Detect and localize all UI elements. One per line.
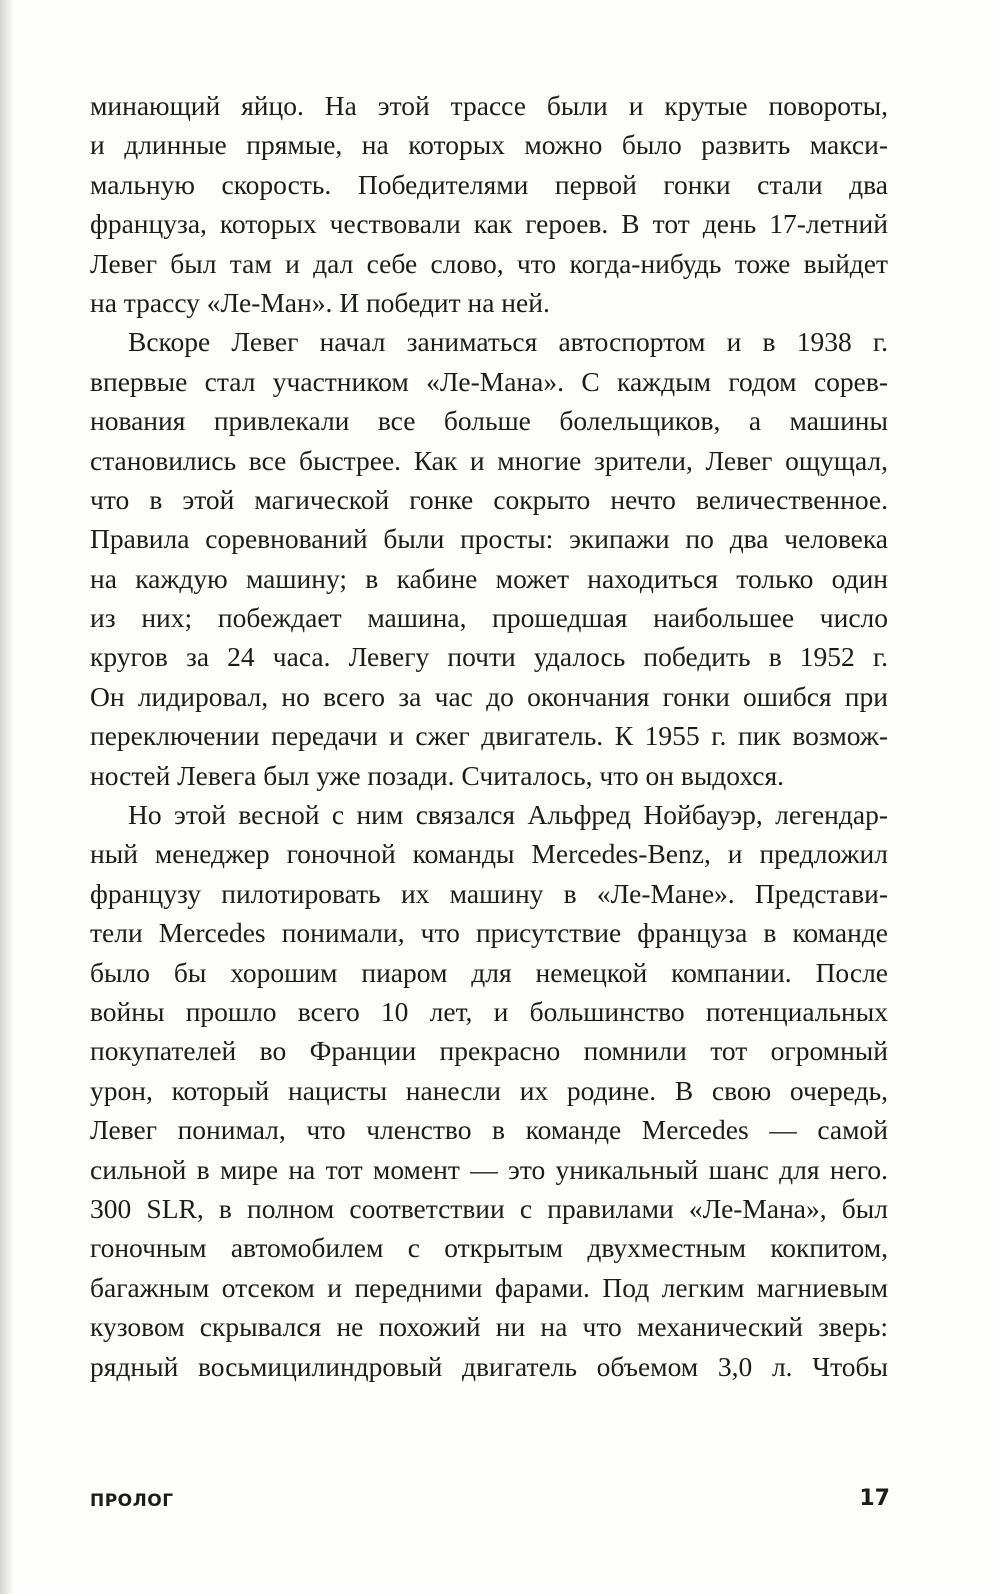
text-line-18: ностей Левега был уже позади. Считалось, что он выдохся. — [90, 759, 785, 791]
text-line-13: на каждую машину; в кабине может находиться только один — [90, 562, 888, 594]
text-line-1: минающий яйцо. На этой трассе были и крутые повороты, — [90, 90, 888, 121]
text-line-33: рядный восьмицилиндровый двигатель объемом 3,0 л. Чтобы — [90, 1350, 888, 1382]
page-number: 17 — [859, 1486, 890, 1511]
text-line-28: сильной в мире на тот момент — это уникальный шанс для него. — [90, 1153, 888, 1185]
text-line-23: было бы хорошим пиаром для немецкой компании. После — [90, 956, 888, 988]
text-line-27: Левег понимал, что членство в команде Mercedes — самой — [90, 1114, 888, 1146]
text-line-16: Он лидировал, но всего за час до окончания гонки ошибся при — [90, 680, 888, 712]
text-line-17: переключении передачи и сжег двигатель. К 1955 г. пик возмож- — [90, 720, 888, 752]
text-line-32: кузовом скрывался не похожий ни на что механический зверь: — [90, 1311, 888, 1343]
text-line-6: на трассу «Ле-Ман». И победит на ней. — [90, 286, 550, 318]
text-line-12: Правила соревнований были просты: экипажи по два человека — [90, 523, 888, 555]
text-line-29: 300 SLR, в полном соответствии с правилами «Ле-Мана», был — [90, 1192, 888, 1224]
text-line-20: ный менеджер гоночной команды Mercedes-Benz, и предложил — [90, 838, 888, 870]
text-line-15: кругов за 24 часа. Левегу почти удалось победить в 1952 г. — [90, 641, 888, 673]
text-line-19: Но этой весной с ним связался Альфред Нойбауэр, легендар- — [128, 799, 888, 831]
text-line-10: становились все быстрее. Как и многие зрители, Левег ощущал, — [90, 444, 888, 476]
text-line-8: впервые стал участником «Ле-Мана». С каждым годом сорев- — [90, 365, 888, 397]
text-line-4: француза, которых чествовали как героев. В тот день 17-летний — [90, 208, 888, 240]
text-line-2: и длинные прямые, на которых можно было развить макси- — [90, 129, 888, 161]
running-footer-section-title: ПРОЛОГ — [90, 1491, 174, 1511]
text-line-25: покупателей во Франции прекрасно помнили тот огромный — [90, 1035, 888, 1067]
text-line-30: гоночным автомобилем с открытым двухместным кокпитом, — [90, 1232, 888, 1264]
text-line-21: французу пилотировать их машину в «Ле-Мане». Представи- — [90, 877, 888, 909]
page-spine-shadow — [0, 0, 14, 1594]
text-line-26: урон, который нацисты нанесли их родине. В свою очередь, — [90, 1074, 888, 1106]
text-line-7: Вскоре Левег начал заниматься автоспортом и в 1938 г. — [128, 326, 888, 358]
text-line-3: мальную скорость. Победителями первой гонки стали два — [90, 168, 888, 200]
text-line-9: нования привлекали все больше болельщиков, а машины — [90, 405, 888, 437]
text-line-22: тели Mercedes понимали, что присутствие француза в команде — [90, 917, 888, 949]
text-line-24: войны прошло всего 10 лет, и большинство потенциальных — [90, 995, 888, 1027]
body-text — [90, 86, 888, 1386]
text-line-11: что в этой магической гонке сокрыто нечто величественное. — [90, 483, 888, 515]
text-line-14: из них; побеждает машина, прошедшая наибольшее число — [90, 602, 888, 634]
text-line-31: багажным отсеком и передними фарами. Под легким магниевым — [90, 1271, 888, 1303]
text-line-5: Левег был там и дал себе слово, что когда-нибудь тоже выйдет — [90, 247, 888, 279]
